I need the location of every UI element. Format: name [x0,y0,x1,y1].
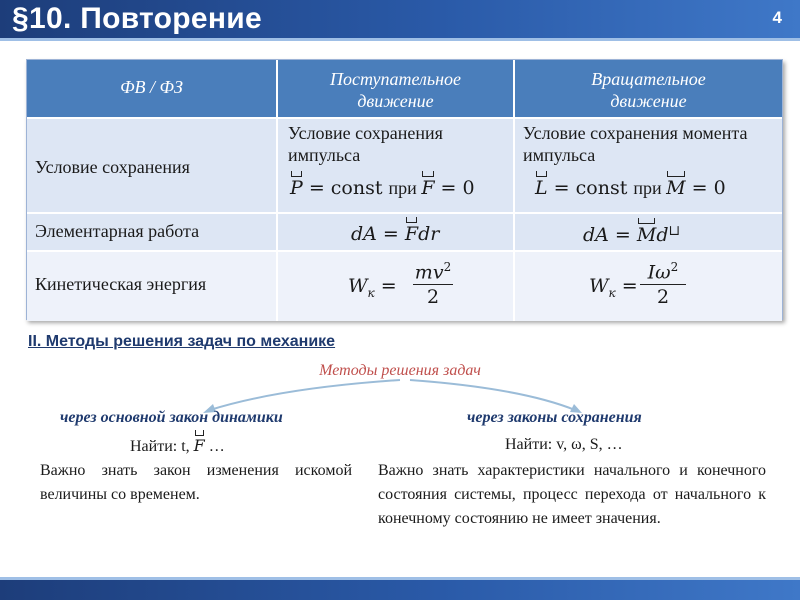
methods-title: Методы решения задач [319,362,481,379]
table-cell [513,214,782,252]
row-label-cell [27,214,276,252]
header-label: Вращательное движение [591,69,706,111]
row-label: Элементарная работа [35,221,200,241]
section-heading: II. Методы решения задач по механике [28,333,336,350]
left-find [130,436,225,456]
table-row [27,117,782,214]
formula: $W_к$ = [589,275,638,300]
title-bar [0,0,800,38]
right-paragraph: Важно знать характеристики начального и конечного состояния системы, процесс перехода от начального к конечному состоянию не имеет значения. [378,462,766,527]
fraction: $I\omega^2$ 2 [640,260,686,308]
formula: dA = Fdr [351,223,440,245]
formula: L = const при M = 0 [535,177,726,199]
slide-number: 4 [772,8,782,27]
right-branch-title: через законы сохранения [467,409,642,426]
table-cell [276,252,513,321]
row-label-cell [27,252,276,321]
formula: P = const при F = 0 [290,177,475,199]
header-cell [276,60,513,117]
table-cell [276,119,513,214]
force-vector: F [193,436,205,455]
fraction: $mv^2$ 2 [414,260,452,309]
cell-text: Условие сохранения импульса [288,123,443,165]
formula: dA = Md⊔ [583,223,681,246]
table-cell [513,119,782,214]
row-label-cell [27,119,276,214]
header-divider [0,38,800,41]
find-tail: … [204,438,225,455]
left-branch-arrow [210,380,400,410]
left-paragraph: Важно знать закон изменения искомой величины со временем. [40,462,352,503]
header-cell [513,60,782,117]
row-label: Кинетическая энергия [35,274,207,294]
right-branch-arrow [410,380,575,410]
cell-text: Условие сохранения момента импульса [523,123,748,165]
formula: $W_к$ = [348,275,397,300]
table-header-row [27,60,782,117]
table-cell [513,252,782,321]
footer-bar [0,580,800,600]
summary-table [26,59,783,320]
row-label: Условие сохранения [35,157,190,177]
slide-title: §10. Повторение [12,2,263,35]
header-label: Поступательное движение [329,69,462,111]
find-label: Найти: t, [130,438,194,455]
table-row [27,212,782,252]
header-label: ФВ / ФЗ [120,77,183,97]
table-cell [276,214,513,252]
right-find: Найти: v, ω, S, … [505,436,623,453]
left-branch-title: через основной закон динамики [60,409,283,426]
header-cell [27,60,276,117]
table-row [27,250,782,321]
